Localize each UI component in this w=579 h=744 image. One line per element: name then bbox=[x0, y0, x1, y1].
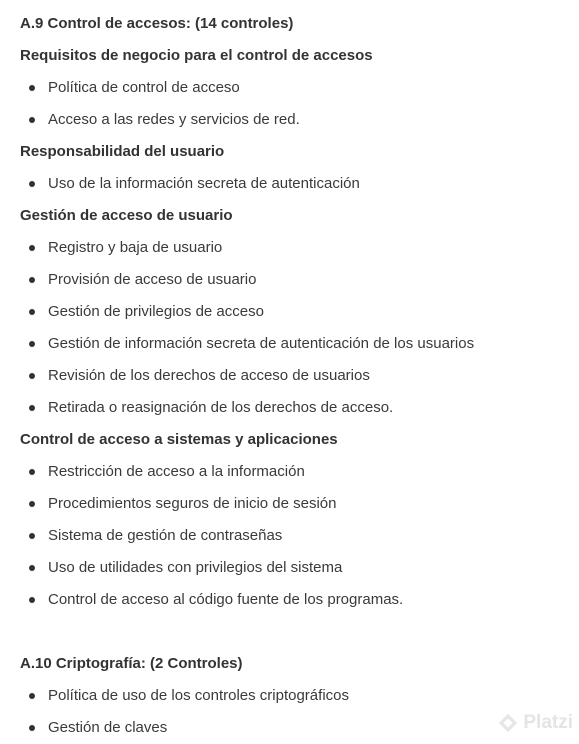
list-item: Revisión de los derechos de acceso de usuarios bbox=[20, 360, 575, 392]
bullet-list bbox=[20, 232, 575, 424]
list-item: Sistema de gestión de contraseñas bbox=[20, 520, 575, 552]
list-item: Política de uso de los controles criptográficos bbox=[20, 680, 575, 712]
document-body bbox=[20, 8, 575, 744]
section-spacer bbox=[20, 616, 575, 648]
list-item: Uso de utilidades con privilegios del sistema bbox=[20, 552, 575, 584]
list-item: Provisión de acceso de usuario bbox=[20, 264, 575, 296]
bullet-list bbox=[20, 680, 575, 744]
watermark-text: Platzi bbox=[523, 712, 573, 733]
platzi-logo-icon bbox=[497, 712, 519, 734]
list-item: Gestión de privilegios de acceso bbox=[20, 296, 575, 328]
list-item: Uso de la información secreta de autenticación bbox=[20, 168, 575, 200]
section-title-a10: A.10 Criptografía: (2 Controles) bbox=[20, 655, 243, 672]
group-heading-user-responsibility: Responsabilidad del usuario bbox=[20, 143, 225, 160]
list-item: Política de control de acceso bbox=[20, 72, 575, 104]
bullet-list bbox=[20, 168, 575, 200]
list-item: Gestión de claves bbox=[20, 712, 575, 744]
list-item: Control de acceso al código fuente de los programas. bbox=[20, 584, 575, 616]
group-heading-user-access-management: Gestión de acceso de usuario bbox=[20, 207, 233, 224]
list-item: Gestión de información secreta de autenticación de los usuarios bbox=[20, 328, 575, 360]
bullet-list bbox=[20, 456, 575, 616]
list-item: Procedimientos seguros de inicio de sesión bbox=[20, 488, 575, 520]
list-item: Registro y baja de usuario bbox=[20, 232, 575, 264]
list-item: Retirada o reasignación de los derechos de acceso. bbox=[20, 392, 575, 424]
list-item: Acceso a las redes y servicios de red. bbox=[20, 104, 575, 136]
group-heading-system-access-control: Control de acceso a sistemas y aplicaciones bbox=[20, 431, 338, 448]
bullet-list bbox=[20, 72, 575, 136]
platzi-watermark bbox=[497, 712, 573, 734]
section-title-a9: A.9 Control de accesos: (14 controles) bbox=[20, 15, 294, 32]
group-heading-business-requirements: Requisitos de negocio para el control de accesos bbox=[20, 47, 373, 64]
list-item: Restricción de acceso a la información bbox=[20, 456, 575, 488]
